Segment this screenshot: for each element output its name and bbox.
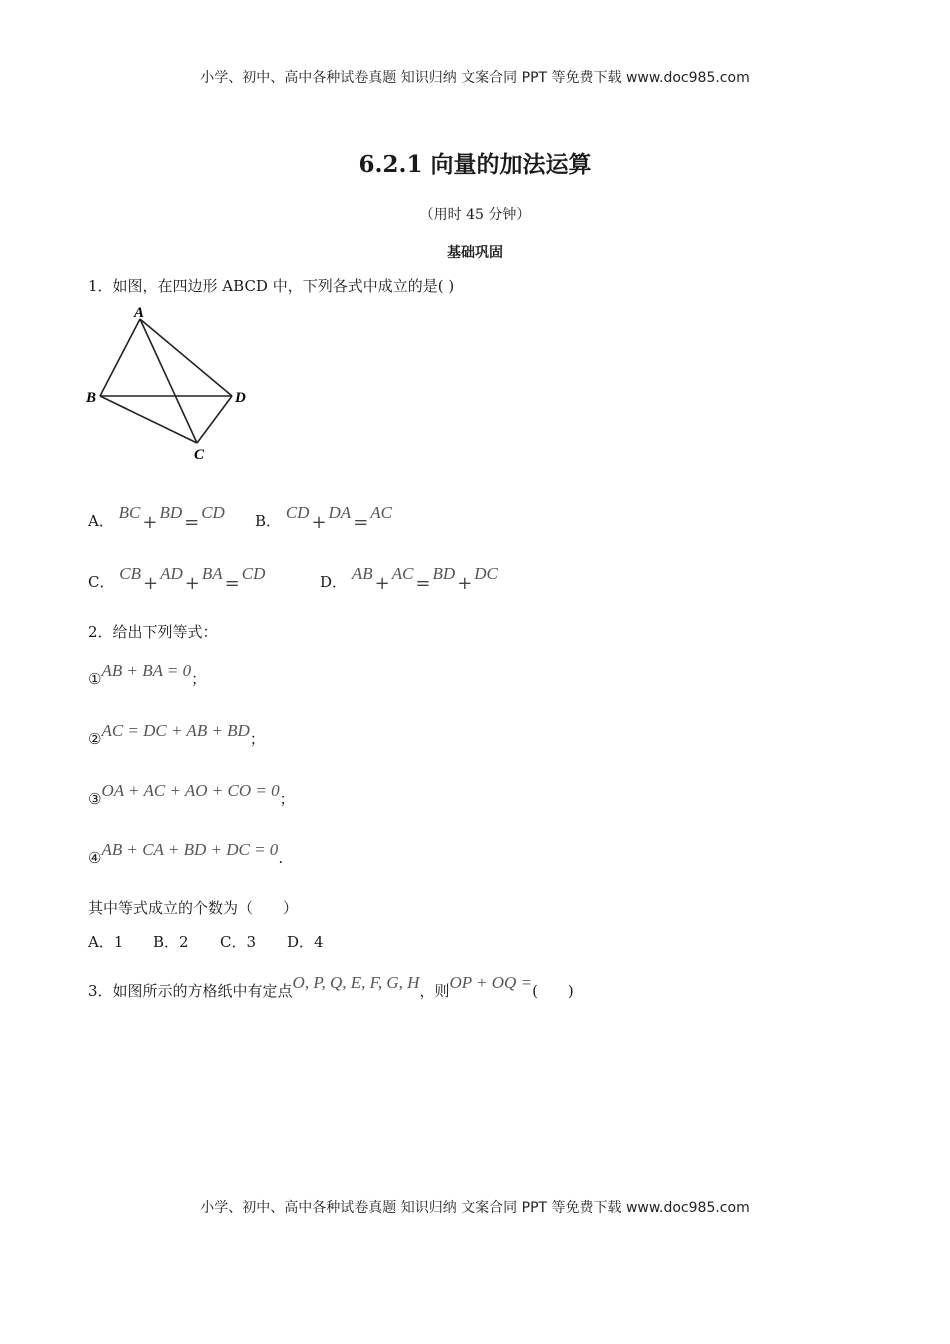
plus-sign: + xyxy=(184,573,200,594)
item-number: ① xyxy=(88,670,102,688)
equals-sign: = xyxy=(184,512,200,533)
vector-term: BD xyxy=(159,503,183,522)
answer-blank: ( ) xyxy=(532,982,574,1000)
plus-sign: + xyxy=(311,512,327,533)
punctuation: ； xyxy=(191,670,207,688)
equation: AB + CA + BD + DC = 0 xyxy=(101,840,279,859)
vector-term: BD xyxy=(432,564,456,583)
q2-stem: 2．给出下列等式： xyxy=(88,623,218,641)
page-title: 6.2.1 向量的加法运算 xyxy=(358,151,592,178)
section-heading: 基础巩固 xyxy=(447,245,503,261)
page-header: 小学、初中、高中各种试卷真题 知识归纳 文案合同 PPT 等免费下载 www.doc985.com xyxy=(200,70,750,86)
equals-sign: = xyxy=(353,512,369,533)
vector-term: DA xyxy=(328,503,352,522)
time-note: （用时 45 分钟） xyxy=(419,207,531,223)
page-footer: 小学、初中、高中各种试卷真题 知识归纳 文案合同 PPT 等免费下载 www.doc985.com xyxy=(200,1200,750,1216)
equals-sign: = xyxy=(224,573,240,594)
q2-item-2 xyxy=(88,721,265,749)
vector-term: AB xyxy=(351,564,373,583)
point-list: O, P, Q, E, F, G, H xyxy=(292,973,420,992)
vector-term: BC xyxy=(118,503,141,522)
vector-term: AC xyxy=(370,503,393,522)
vector-term: DC xyxy=(474,564,498,583)
q3-stem xyxy=(88,973,574,1001)
equation: AB + BA = 0 xyxy=(101,661,192,680)
vertex-label-b: B xyxy=(86,390,97,406)
q3-text: 3．如图所示的方格纸中有定点 xyxy=(88,982,293,1000)
vertex-label-d: D xyxy=(235,390,246,406)
equation: AC = DC + AB + BD xyxy=(101,721,250,740)
q1-option-b[interactable] xyxy=(255,503,393,533)
item-number: ③ xyxy=(88,790,102,808)
plus-sign: + xyxy=(142,512,158,533)
q2-item-1 xyxy=(88,661,207,689)
item-number: ④ xyxy=(88,849,102,867)
vertex-label-c: C xyxy=(194,447,205,463)
vector-term: BA xyxy=(201,564,223,583)
vector-term: AD xyxy=(160,564,183,583)
q1-stem: 1．如图，在四边形 ABCD 中，下列各式中成立的是( ) xyxy=(88,277,455,295)
q2-choice-b[interactable]: B．2 xyxy=(153,933,189,951)
vector-term: CB xyxy=(119,564,141,583)
q1-option-d[interactable] xyxy=(320,564,498,594)
option-d-label: D． xyxy=(320,573,348,591)
vector-term: CD xyxy=(285,503,310,522)
q3-text: ，则 xyxy=(419,982,450,1000)
punctuation: ； xyxy=(279,790,295,808)
q2-item-3 xyxy=(88,781,295,809)
q2-choice-c[interactable]: C．3 xyxy=(220,933,257,951)
q2-choice-d[interactable]: D．4 xyxy=(287,933,324,951)
q2-item-4 xyxy=(88,840,284,868)
option-b-label: B． xyxy=(255,512,282,530)
item-number: ② xyxy=(88,730,102,748)
plus-sign: + xyxy=(374,573,390,594)
punctuation: . xyxy=(278,849,284,867)
vector-term: CD xyxy=(201,503,225,522)
equation: OA + AC + AO + CO = 0 xyxy=(101,781,280,800)
vertex-label-a: A xyxy=(134,305,145,321)
punctuation: ； xyxy=(249,730,265,748)
q2-question: 其中等式成立的个数为（ ） xyxy=(88,899,299,917)
option-a-label: A． xyxy=(88,512,114,530)
vector-sum: OP + OQ = xyxy=(449,973,533,992)
plus-sign: + xyxy=(457,573,473,594)
vector-term: AC xyxy=(391,564,414,583)
equals-sign: = xyxy=(415,573,431,594)
q1-option-a[interactable] xyxy=(88,503,225,533)
q1-option-c[interactable] xyxy=(88,564,266,594)
quadrilateral-figure xyxy=(80,305,260,465)
plus-sign: + xyxy=(143,573,159,594)
vector-term: CD xyxy=(241,564,266,583)
q2-choice-a[interactable]: A．1 xyxy=(88,933,124,951)
option-c-label: C． xyxy=(88,573,115,591)
